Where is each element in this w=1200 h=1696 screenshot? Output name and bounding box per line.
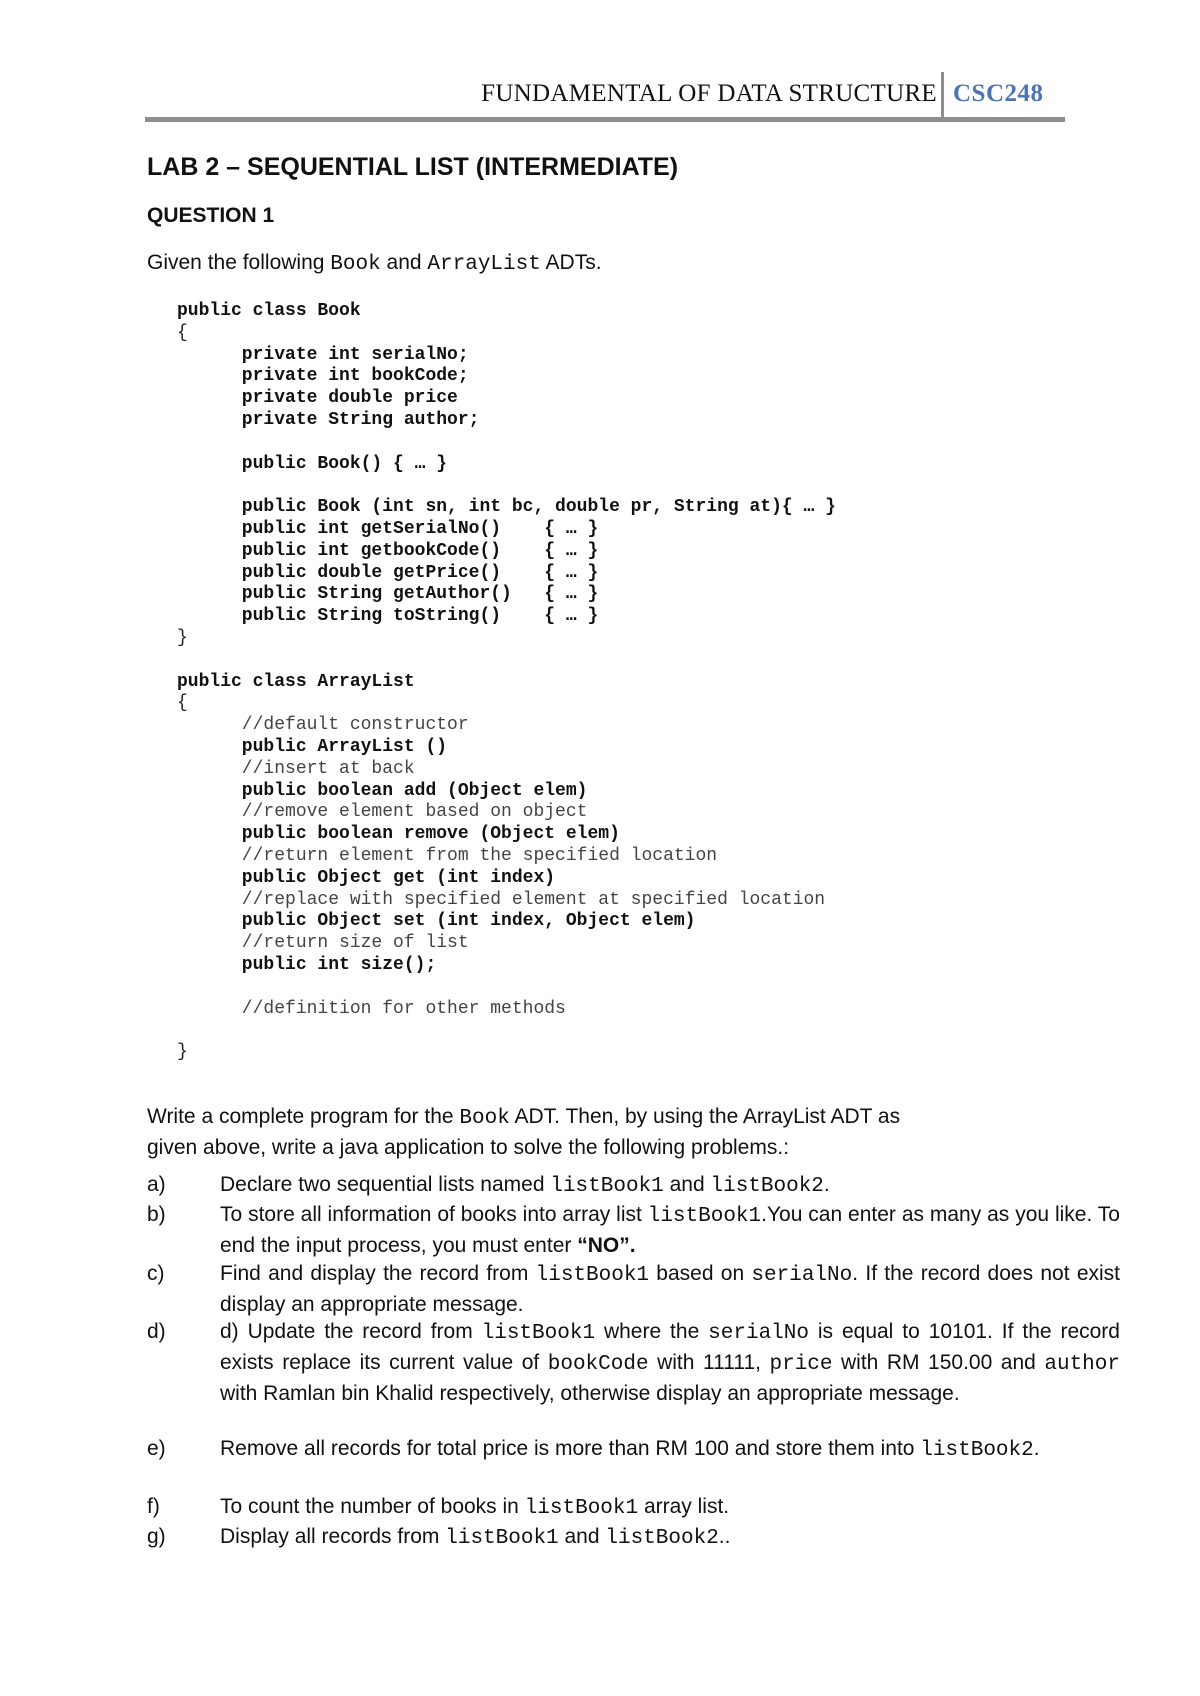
header-rule — [145, 117, 1065, 122]
instructions-text: ADT. Then, by using the ArrayList ADT as — [509, 1105, 901, 1128]
item-text-run: To store all information of books into array list — [220, 1203, 648, 1226]
code-line: //remove element based on object — [177, 802, 588, 823]
item-code: price — [769, 1353, 833, 1376]
code-line: public ArrayList () — [177, 737, 448, 757]
item-label: f) — [147, 1495, 160, 1518]
item-emphasis: “NO”. — [577, 1234, 636, 1257]
item-label: b) — [147, 1203, 166, 1226]
instructions-code-book: Book — [459, 1107, 510, 1130]
item-text-run: d) Update the record from — [220, 1320, 482, 1343]
code-line: public int getSerialNo() { … } — [177, 519, 599, 539]
item-code: author — [1044, 1353, 1120, 1376]
code-line: private int serialNo; — [177, 344, 469, 365]
item-text — [220, 1170, 1120, 1201]
item-code: listBook1 — [524, 1497, 639, 1520]
item-text — [220, 1259, 1120, 1319]
item-text — [220, 1317, 1120, 1408]
item-text-run: based on — [649, 1262, 752, 1285]
intro-text: Given the following — [147, 251, 331, 274]
code-line: } — [177, 1042, 188, 1063]
item-text-run: . — [823, 1173, 830, 1196]
page-header — [145, 72, 1065, 122]
item-label: d) — [147, 1320, 166, 1343]
item-text — [220, 1200, 1120, 1260]
item-code: listBook1 — [647, 1205, 762, 1228]
course-title: FUNDAMENTAL OF DATA STRUCTURE — [481, 80, 937, 107]
item-code: listBook1 — [550, 1175, 664, 1198]
item-text-run: is equal to 10101. If the record exists replace its current value of — [220, 1320, 1120, 1374]
item-text-run: and — [663, 1173, 711, 1196]
code-line: public Object get (int index) — [177, 867, 556, 888]
code-line: public String getAuthor() { … } — [177, 584, 599, 605]
instructions-line-1 — [147, 1101, 900, 1134]
code-line: //replace with specified element at specified location — [177, 889, 826, 910]
question-title: QUESTION 1 — [147, 204, 275, 227]
item-text-run: Remove all records for total price is more than RM 100 and store them into — [220, 1437, 921, 1460]
code-line: public Object set (int index, Object elem) — [177, 911, 696, 932]
intro-text: ADTs. — [540, 251, 602, 274]
item-text-run: Display all records from — [220, 1525, 446, 1548]
item-code: listBook2 — [605, 1527, 719, 1550]
code-line: //return element from the specified location — [177, 846, 718, 866]
code-line: { — [177, 322, 188, 343]
course-code: CSC248 — [953, 80, 1044, 107]
code-line: public boolean remove (Object elem) — [177, 824, 620, 845]
item-text-run: Find and display the record from — [220, 1262, 536, 1285]
item-code: serialNo — [751, 1264, 853, 1287]
item-text-run: with 11111, — [648, 1351, 770, 1374]
item-text-run: .You can enter as many as you like. To end the input process, you must enter — [220, 1203, 1120, 1257]
item-text-run: with RM 150.00 and — [832, 1351, 1045, 1374]
item-label: g) — [147, 1525, 166, 1548]
code-line: public int size(); — [177, 955, 437, 975]
header-divider — [941, 72, 944, 118]
item-code: listBook1 — [481, 1322, 596, 1345]
item-text-run: . — [1033, 1437, 1040, 1460]
code-line: private String author; — [177, 410, 480, 430]
item-text-run: with Ramlan bin Khalid respectively, otherwise display an appropriate message. — [220, 1382, 960, 1405]
code-line: public double getPrice() { … } — [177, 562, 599, 583]
item-text-run: where the — [595, 1320, 709, 1343]
item-code: listBook1 — [445, 1527, 559, 1550]
code-line: public class Book — [177, 301, 361, 321]
item-text-run: array list. — [638, 1495, 730, 1518]
item-code: serialNo — [708, 1322, 809, 1345]
code-line: public int getbookCode() { … } — [177, 540, 599, 561]
item-label: a) — [147, 1173, 166, 1196]
item-text — [220, 1492, 1120, 1523]
intro-text: and — [380, 251, 428, 274]
item-code: listBook2 — [920, 1439, 1034, 1462]
code-line: { — [177, 693, 188, 714]
item-code: listBook1 — [535, 1264, 650, 1287]
item-text-run: Declare two sequential lists named — [220, 1173, 551, 1196]
code-line: } — [177, 628, 188, 648]
item-text-run: To count the number of books in — [220, 1495, 525, 1518]
code-line: //return size of list — [177, 933, 469, 954]
intro-code-book: Book — [330, 253, 381, 276]
code-line: public boolean add (Object elem) — [177, 780, 588, 801]
item-text-run: . If the record does not exist display an appropriate message. — [220, 1262, 1120, 1316]
item-text — [220, 1522, 1120, 1553]
code-line: private int bookCode; — [177, 366, 469, 387]
item-text-run: and — [558, 1525, 606, 1548]
question-intro — [147, 251, 602, 276]
code-line: public String toString() { … } — [177, 606, 599, 627]
code-line: public Book (int sn, int bc, double pr, String at){ … } — [177, 497, 836, 518]
code-line: public Book() { … } — [177, 453, 448, 474]
item-label: c) — [147, 1262, 165, 1285]
code-line: public class ArrayList — [177, 671, 415, 692]
instructions-text: Write a complete program for the — [147, 1105, 460, 1128]
item-code: bookCode — [547, 1353, 649, 1376]
instructions-line-2: given above, write a java application to solve the following problems.: — [147, 1136, 790, 1159]
item-label: e) — [147, 1437, 166, 1460]
code-line: //insert at back — [177, 758, 415, 779]
item-code: listBook2 — [710, 1175, 824, 1198]
item-text — [220, 1434, 1120, 1465]
item-text-run: .. — [718, 1525, 731, 1548]
code-line: private double price — [177, 388, 458, 409]
code-line: //definition for other methods — [177, 998, 566, 1019]
code-line: //default constructor — [177, 715, 469, 736]
intro-code-arraylist: ArrayList — [427, 253, 541, 276]
lab-title: LAB 2 – SEQUENTIAL LIST (INTERMEDIATE) — [147, 153, 679, 181]
